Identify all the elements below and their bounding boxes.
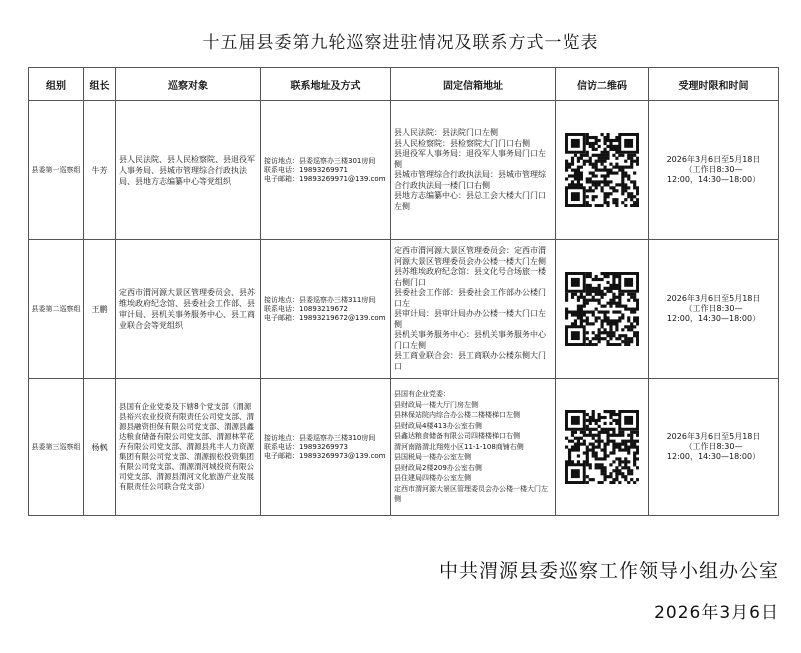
group-cell: 县委第三巡察组 — [29, 379, 84, 516]
issue-date: 2026年3月6日 — [654, 603, 779, 623]
period-hours: （工作日8:30— — [684, 165, 743, 174]
table-row — [29, 379, 779, 516]
header-group: 组别 — [29, 68, 84, 101]
mailbox-item: 县林保站院内综合办公楼二楼楼梯口左侧 — [394, 411, 520, 420]
page-title: 十五届县委第九轮巡察进驻情况及联系方式一览表 — [202, 33, 599, 53]
period-dates: 2026年3月6日至5月18日 — [666, 155, 761, 164]
contact-email: 电子邮箱：19893219672@139.com — [264, 313, 386, 322]
mailbox-item: 县工商业联合会：县工商联办公楼东侧大门口 — [394, 351, 546, 371]
header-mailbox: 固定信箱地址 — [391, 68, 556, 101]
mailbox-cell — [391, 379, 556, 516]
issuing-organization: 中共渭源县委巡察工作领导小组办公室 — [438, 560, 779, 582]
contact-cell — [261, 101, 391, 240]
contact-cell — [261, 240, 391, 379]
contact-email: 电子邮箱：19893269973@139.com — [264, 451, 386, 460]
mailbox-item: 县苏维埃政府纪念馆：县文化号合场旅一楼右侧门口 — [394, 267, 546, 287]
targets-cell: 县国有企业党委及下辖8个党支部（渭源县裕兴农业投资有限责任公司党支部、渭源县融资担保有限公司党支部、渭源县鑫达粮食储备有限公司党支部、渭源林苹花卉有限公司党支部、渭源县兆丰人力资源集团有限公司党支部、渭源振松投资集团有限公司党支部、渭源渭河城投资有限公司党支部、渭源县渭河文化旅游产业发展有限责任公司联合党支部） — [116, 379, 261, 516]
mailbox-item: 县人民检察院：县检察院大门门口右侧 — [394, 138, 530, 148]
mailbox-item: 县财政局2楼209办公室右侧 — [394, 463, 482, 472]
header-period: 受理时限和时间 — [649, 68, 779, 101]
mailbox-item: 渭河南路渭北翔苑小区11-1-108商铺右侧 — [394, 442, 524, 451]
contact-address: 接访地点：县委巡察办三楼310房间 — [264, 433, 376, 442]
leader-cell: 王鹏 — [84, 240, 116, 379]
header-leader: 组长 — [84, 68, 116, 101]
qr-code-icon[interactable] — [565, 272, 639, 346]
contact-address: 接访地点：县委巡察办三楼301房间 — [264, 156, 376, 165]
leader-cell: 牛芳 — [84, 101, 116, 240]
group-cell: 县委第二巡察组 — [29, 240, 84, 379]
inspection-table — [28, 67, 779, 516]
header-qr: 信访二维码 — [556, 68, 649, 101]
period-hours: 12:00，14:30—18:00） — [666, 452, 761, 461]
period-cell — [649, 379, 779, 516]
mailbox-item: 定西市渭河源大景区管理委员会办公楼一楼大门左侧 — [394, 484, 548, 504]
mailbox-item: 县机关事务服务中心：县机关事务服务中心门口左侧 — [394, 330, 546, 350]
period-hours: （工作日8:30— — [684, 442, 743, 451]
mailbox-item: 定西市渭河源大景区管理委员会：定西市渭河源大景区管理委员会办公楼一楼大门左侧 — [394, 246, 546, 266]
contact-email: 电子邮箱：19893269971@139.com — [264, 174, 386, 183]
mailbox-item: 县退役军人事务局：退役军人事务局门口左侧 — [394, 149, 546, 169]
table-row — [29, 101, 779, 240]
mailbox-item: 县住建局四楼办公室左侧 — [394, 474, 471, 483]
mailbox-item: 县委社会工作部：县委社会工作部办公楼门口左 — [394, 288, 546, 308]
period-hours: 12:00，14:30—18:00） — [666, 175, 761, 184]
qr-cell — [556, 101, 649, 240]
qr-code-icon[interactable] — [565, 133, 639, 207]
mailbox-item: 县国有企业党委： — [394, 390, 450, 399]
qr-cell — [556, 379, 649, 516]
period-cell — [649, 240, 779, 379]
mailbox-item: 县城市管理综合行政执法局：县城市管理综合行政执法局一楼门口右侧 — [394, 170, 546, 190]
period-dates: 2026年3月6日至5月18日 — [666, 432, 761, 441]
targets-cell: 定西市渭河源大景区管理委员会、县苏维埃政府纪念馆、县委社会工作部、县审计局、县机关事务服务中心、县工商业联合会等党组织 — [116, 240, 261, 379]
mailbox-item: 县财政局4楼413办公室右侧 — [394, 421, 482, 430]
contact-phone: 联系电话：19893269971 — [264, 165, 348, 174]
table-header-row — [29, 68, 779, 101]
mailbox-item: 县地方志编纂中心：县总工会大楼大门门口左侧 — [394, 191, 546, 211]
period-hours: 12:00，14:30—18:00） — [666, 314, 761, 323]
mailbox-cell — [391, 240, 556, 379]
qr-cell — [556, 240, 649, 379]
mailbox-item: 县鑫达粮食储备有限公司四楼楼梯口右侧 — [394, 432, 520, 441]
mailbox-item: 县国税局一楼办公室左侧 — [394, 453, 471, 462]
period-dates: 2026年3月6日至5月18日 — [666, 294, 761, 303]
contact-phone: 联系电话：19893269973 — [264, 442, 348, 451]
qr-code-icon[interactable] — [565, 410, 639, 484]
mailbox-item: 县财政局一楼大厅门房左侧 — [394, 400, 478, 409]
period-cell — [649, 101, 779, 240]
group-cell: 县委第一巡察组 — [29, 101, 84, 240]
contact-cell — [261, 379, 391, 516]
mailbox-item: 县审计局：县审计局办办公楼一楼大门口左侧 — [394, 309, 546, 329]
period-hours: （工作日8:30— — [684, 304, 743, 313]
contact-address: 接访地点：县委巡察办三楼311房间 — [264, 295, 376, 304]
contact-phone: 联系电话：10893219672 — [264, 304, 348, 313]
header-targets: 巡察对象 — [116, 68, 261, 101]
table-row — [29, 240, 779, 379]
leader-cell: 杨枫 — [84, 379, 116, 516]
mailbox-cell — [391, 101, 556, 240]
header-contact: 联系地址及方式 — [261, 68, 391, 101]
mailbox-item: 县人民法院：县法院门口左侧 — [394, 128, 498, 137]
targets-cell: 县人民法院、县人民检察院、县退役军人事务局、县城市管理综合行政执法局、县地方志编纂中心等党组织 — [116, 101, 261, 240]
